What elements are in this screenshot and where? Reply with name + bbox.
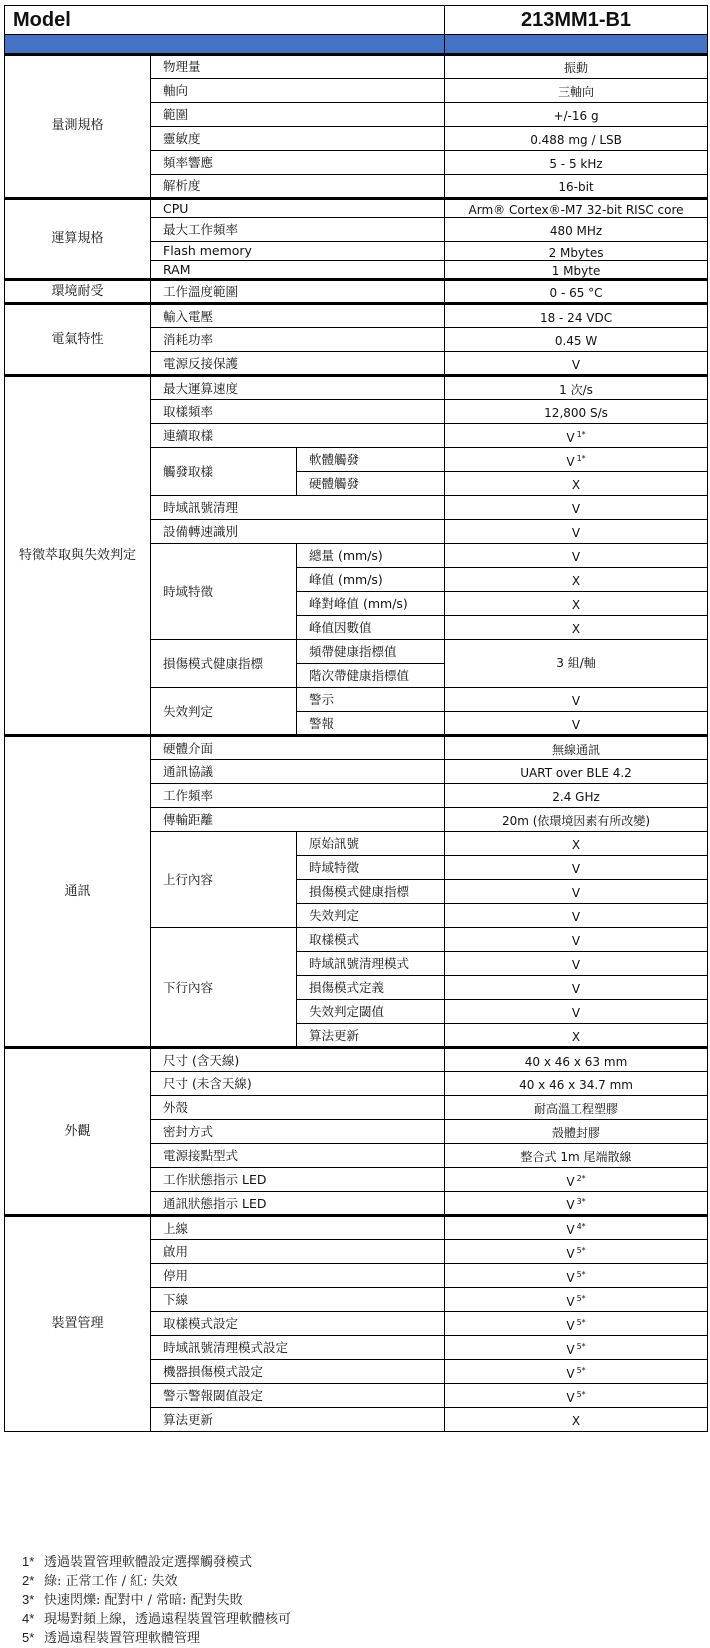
value-text: V — [571, 550, 581, 565]
header-color-bar — [5, 35, 708, 55]
value-text: Arm® Cortex®-M7 32-bit RISC core — [468, 203, 684, 217]
value-text: 12,800 S/s — [544, 406, 608, 421]
spec-label: 時域訊號清理模式設定 — [151, 1336, 445, 1360]
spec-sublabel: 頻帶健康指標值 — [297, 640, 445, 664]
value-text: V — [571, 958, 581, 973]
spec-value — [445, 1336, 708, 1360]
value-text: +/-16 g — [553, 108, 599, 123]
spec-label: 頻率響應 — [151, 151, 445, 175]
spec-value — [445, 304, 708, 328]
spec-row — [5, 1048, 708, 1072]
value-text: V — [566, 454, 575, 469]
spec-value — [445, 1168, 708, 1192]
spec-value — [445, 1096, 708, 1120]
value-text: 3 組/軸 — [556, 656, 596, 671]
spec-sublabel: 失效判定 — [297, 904, 445, 928]
category-cell: 量測規格 — [5, 55, 151, 199]
spec-value — [445, 280, 708, 304]
spec-sublabel: 原始訊號 — [297, 832, 445, 856]
value-text: V — [571, 982, 581, 997]
spec-value — [445, 103, 708, 127]
note-marker: 5* — [576, 1341, 586, 1351]
spec-label: 下行內容 — [151, 928, 297, 1048]
footnote — [22, 1629, 291, 1648]
value-text: 0.488 mg / LSB — [530, 132, 622, 147]
spec-label: 電源反接保護 — [151, 352, 445, 376]
value-text: V — [571, 357, 581, 372]
category-cell: 環境耐受 — [5, 280, 151, 304]
spec-label: 連續取樣 — [151, 424, 445, 448]
footnote-number: 4* — [22, 1611, 35, 1626]
spec-label: 工作溫度範圍 — [151, 280, 445, 304]
footnote — [22, 1591, 291, 1610]
value-text: X — [571, 478, 581, 493]
spec-sublabel: 警示 — [297, 688, 445, 712]
footnote-text: 綠: 正常工作 / 紅: 失效 — [44, 1574, 178, 1589]
value-text: V — [566, 1174, 575, 1189]
note-marker: 3* — [576, 1197, 586, 1207]
footnote-number: 1* — [22, 1554, 35, 1569]
spec-sublabel: 軟體觸發 — [297, 448, 445, 472]
value-text: V — [566, 1294, 575, 1309]
spec-value — [445, 424, 708, 448]
value-text: V — [566, 1366, 575, 1381]
value-text: 整合式 1m 尾端散線 — [520, 1150, 632, 1165]
value-text: V — [566, 1318, 575, 1333]
color-bar-left — [5, 35, 445, 55]
spec-label: 停用 — [151, 1264, 445, 1288]
spec-value — [445, 472, 708, 496]
spec-value — [445, 952, 708, 976]
spec-label: 算法更新 — [151, 1408, 445, 1432]
spec-value — [445, 712, 708, 736]
note-marker: 5* — [576, 1293, 586, 1303]
spec-row — [5, 1216, 708, 1240]
color-bar-right — [445, 35, 708, 55]
value-text: V — [571, 502, 581, 517]
value-text: V — [566, 1270, 575, 1285]
value-text: 振動 — [564, 61, 589, 76]
spec-label: 警示警報閾值設定 — [151, 1384, 445, 1408]
spec-value — [445, 688, 708, 712]
note-marker: 5* — [576, 1365, 586, 1375]
value-text: 1 次/s — [559, 382, 593, 397]
spec-sublabel: 損傷模式定義 — [297, 976, 445, 1000]
value-text: V — [566, 1342, 575, 1357]
footnote-number: 3* — [22, 1592, 35, 1607]
spec-value — [445, 1360, 708, 1384]
spec-row — [5, 304, 708, 328]
spec-label: 上線 — [151, 1216, 445, 1240]
spec-value — [445, 1408, 708, 1432]
spec-sublabel: 損傷模式健康指標 — [297, 880, 445, 904]
value-text: 18 - 24 VDC — [539, 310, 613, 325]
spec-label: 損傷模式健康指標 — [151, 640, 297, 688]
note-marker: 4* — [576, 1222, 586, 1232]
value-text: 無線通訊 — [552, 742, 601, 757]
spec-value — [445, 175, 708, 199]
spec-label: 硬體介面 — [151, 736, 445, 760]
value-text: 耐高溫工程塑膠 — [534, 1102, 619, 1117]
spec-value — [445, 1264, 708, 1288]
spec-sublabel: 硬體觸發 — [297, 472, 445, 496]
spec-label: 時域訊號清理 — [151, 496, 445, 520]
spec-label: 輸入電壓 — [151, 304, 445, 328]
footnote-text: 現場對頻上線，透過遠程裝置管理軟體核可 — [44, 1612, 292, 1627]
spec-value — [445, 640, 708, 688]
spec-label: 設備轉速識別 — [151, 520, 445, 544]
value-text: 三軸向 — [558, 84, 595, 99]
spec-value — [445, 568, 708, 592]
spec-value — [445, 261, 708, 280]
spec-sublabel: 警報 — [297, 712, 445, 736]
spec-row — [5, 736, 708, 760]
value-text: 16-bit — [558, 180, 594, 195]
spec-value — [445, 784, 708, 808]
value-text: 20m (依環境因素有所改變) — [501, 814, 651, 829]
spec-label: 通訊協議 — [151, 760, 445, 784]
value-text: 殼體封膠 — [552, 1126, 601, 1141]
value-text: 1 Mbyte — [551, 264, 601, 279]
spec-label: 尺寸 (含天線) — [151, 1048, 445, 1072]
spec-value — [445, 592, 708, 616]
spec-row — [5, 376, 708, 400]
value-text: V — [571, 910, 581, 925]
value-text: 0 - 65 °C — [549, 286, 603, 301]
spec-value — [445, 1024, 708, 1048]
spec-value — [445, 55, 708, 79]
value-text: 40 x 46 x 34.7 mm — [519, 1078, 633, 1093]
spec-value — [445, 79, 708, 103]
spec-label: 尺寸 (未含天線) — [151, 1072, 445, 1096]
value-text: 2 Mbytes — [548, 245, 604, 260]
spec-sublabel: 失效判定閾值 — [297, 1000, 445, 1024]
value-text: V — [566, 1198, 575, 1213]
spec-sublabel: 算法更新 — [297, 1024, 445, 1048]
spec-value — [445, 760, 708, 784]
spec-value — [445, 976, 708, 1000]
model-label: Model — [5, 6, 445, 35]
spec-value — [445, 856, 708, 880]
spec-table — [4, 5, 708, 1432]
spec-value — [445, 1120, 708, 1144]
spec-label: CPU — [151, 199, 445, 218]
spec-value — [445, 1312, 708, 1336]
spec-value — [445, 400, 708, 424]
spec-value — [445, 1000, 708, 1024]
spec-value — [445, 352, 708, 376]
value-text: UART over BLE 4.2 — [520, 766, 632, 781]
spec-label: 失效判定 — [151, 688, 297, 736]
footnotes — [22, 1553, 291, 1648]
spec-label: 上行內容 — [151, 832, 297, 928]
spec-value — [445, 736, 708, 760]
spec-label: 靈敏度 — [151, 127, 445, 151]
spec-value — [445, 1144, 708, 1168]
spec-value — [445, 1384, 708, 1408]
spec-label: Flash memory — [151, 242, 445, 261]
spec-value — [445, 1216, 708, 1240]
spec-label: 物理量 — [151, 55, 445, 79]
spec-value — [445, 199, 708, 218]
spec-label: 解析度 — [151, 175, 445, 199]
spec-sublabel: 時域訊號清理模式 — [297, 952, 445, 976]
spec-label: 最大工作頻率 — [151, 218, 445, 242]
value-text: V — [571, 694, 581, 709]
value-text: V — [571, 717, 581, 732]
footnote — [22, 1553, 291, 1572]
spec-row — [5, 199, 708, 218]
value-text: X — [571, 1414, 581, 1429]
category-cell: 裝置管理 — [5, 1216, 151, 1432]
spec-sublabel: 峰對峰值 (mm/s) — [297, 592, 445, 616]
value-text: V — [571, 886, 581, 901]
footnote-number: 5* — [22, 1630, 35, 1645]
spec-label: 範圍 — [151, 103, 445, 127]
spec-label: 取樣模式設定 — [151, 1312, 445, 1336]
spec-row — [5, 280, 708, 304]
value-text: V — [571, 934, 581, 949]
spec-label: 機器損傷模式設定 — [151, 1360, 445, 1384]
value-text: 40 x 46 x 63 mm — [524, 1054, 628, 1069]
spec-table-body — [5, 6, 708, 1432]
spec-value — [445, 496, 708, 520]
spec-value — [445, 448, 708, 472]
spec-value — [445, 880, 708, 904]
spec-sublabel: 峰值因數值 — [297, 616, 445, 640]
category-cell: 運算規格 — [5, 199, 151, 280]
spec-label: 傳輸距離 — [151, 808, 445, 832]
category-cell: 外觀 — [5, 1048, 151, 1216]
note-marker: 5* — [576, 1269, 586, 1279]
note-marker: 1* — [576, 453, 586, 463]
footnote-number: 2* — [22, 1573, 35, 1588]
spec-value — [445, 1192, 708, 1216]
spec-label: 電源接點型式 — [151, 1144, 445, 1168]
spec-label: 通訊狀態指示 LED — [151, 1192, 445, 1216]
footnote-text: 透過遠程裝置管理軟體管理 — [44, 1631, 201, 1646]
spec-label: 軸向 — [151, 79, 445, 103]
spec-value — [445, 376, 708, 400]
spec-value — [445, 218, 708, 242]
spec-value — [445, 616, 708, 640]
spec-value — [445, 808, 708, 832]
spec-label: 工作狀態指示 LED — [151, 1168, 445, 1192]
spec-sublabel: 峰值 (mm/s) — [297, 568, 445, 592]
value-text: X — [571, 574, 581, 589]
spec-label: 密封方式 — [151, 1120, 445, 1144]
value-text: X — [571, 598, 581, 613]
spec-sublabel: 時域特徵 — [297, 856, 445, 880]
value-text: X — [571, 622, 581, 637]
spec-value — [445, 328, 708, 352]
value-text: 480 MHz — [549, 224, 603, 239]
note-marker: 5* — [576, 1317, 586, 1327]
value-text: 2.4 GHz — [552, 790, 600, 805]
spec-value — [445, 520, 708, 544]
spec-label: 啟用 — [151, 1240, 445, 1264]
footnote — [22, 1610, 291, 1629]
spec-label: 觸發取樣 — [151, 448, 297, 496]
footnote-text: 快速閃爍: 配對中 / 常暗: 配對失敗 — [44, 1593, 243, 1608]
spec-value — [445, 928, 708, 952]
spec-value — [445, 127, 708, 151]
spec-row — [5, 55, 708, 79]
value-text: V — [571, 862, 581, 877]
spec-label: 消耗功率 — [151, 328, 445, 352]
footnote — [22, 1572, 291, 1591]
spec-label: 最大運算速度 — [151, 376, 445, 400]
category-cell: 特徵萃取與失效判定 — [5, 376, 151, 736]
spec-value — [445, 1288, 708, 1312]
spec-label: RAM — [151, 261, 445, 280]
value-text: V — [571, 526, 581, 541]
spec-label: 時域特徵 — [151, 544, 297, 640]
spec-value — [445, 151, 708, 175]
category-cell: 電氣特性 — [5, 304, 151, 376]
header-row — [5, 6, 708, 35]
spec-sublabel: 總量 (mm/s) — [297, 544, 445, 568]
value-text: V — [566, 1246, 575, 1261]
value-text: 5 - 5 kHz — [549, 156, 603, 171]
footnote-text: 透過裝置管理軟體設定選擇觸發模式 — [44, 1555, 253, 1570]
spec-value — [445, 904, 708, 928]
note-marker: 1* — [576, 429, 586, 439]
value-text: V — [566, 430, 575, 445]
value-text: V — [566, 1390, 575, 1405]
value-text: 0.45 W — [554, 334, 598, 349]
spec-value — [445, 544, 708, 568]
note-marker: 5* — [576, 1389, 586, 1399]
spec-value — [445, 1240, 708, 1264]
value-text: X — [571, 1029, 581, 1044]
spec-label: 取樣頻率 — [151, 400, 445, 424]
model-value: 213MM1-B1 — [445, 6, 708, 35]
spec-value — [445, 242, 708, 261]
spec-sublabel: 取樣模式 — [297, 928, 445, 952]
spec-value — [445, 1072, 708, 1096]
spec-value — [445, 1048, 708, 1072]
spec-sublabel: 階次帶健康指標值 — [297, 664, 445, 688]
category-cell: 通訊 — [5, 736, 151, 1048]
spec-label: 外殼 — [151, 1096, 445, 1120]
spec-label: 工作頻率 — [151, 784, 445, 808]
value-text: X — [571, 838, 581, 853]
value-text: V — [566, 1223, 575, 1238]
spec-value — [445, 832, 708, 856]
spec-label: 下線 — [151, 1288, 445, 1312]
note-marker: 5* — [576, 1245, 586, 1255]
value-text: V — [571, 1006, 581, 1021]
note-marker: 2* — [576, 1173, 586, 1183]
